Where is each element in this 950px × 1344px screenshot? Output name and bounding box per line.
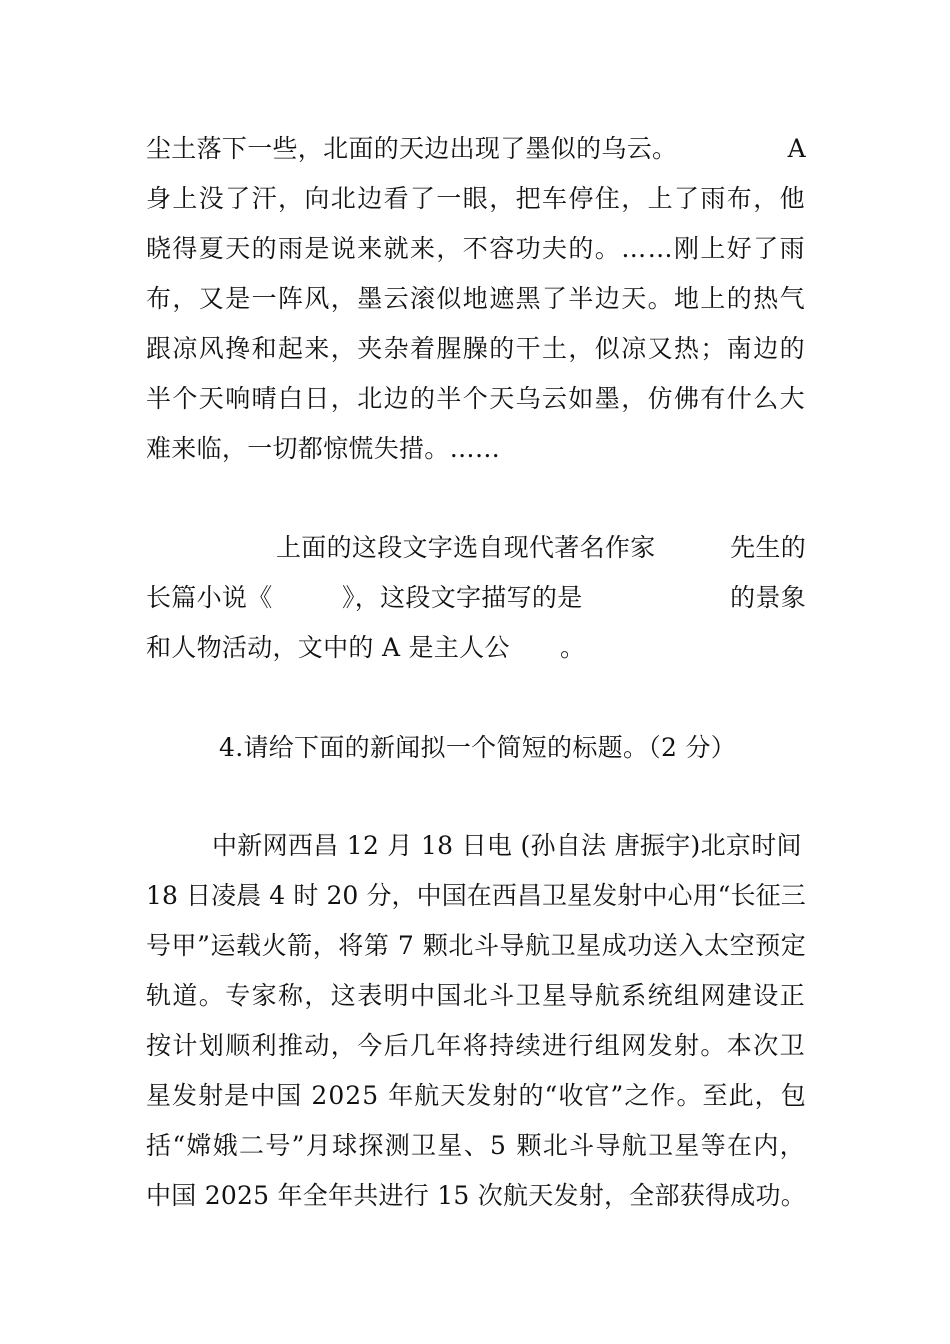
passage-line-1 bbox=[146, 132, 806, 166]
passage-line-3 bbox=[146, 232, 806, 266]
news-line-8-text: 中国 2025 年全年共进行 15 次航天发射，全部获得成功。 bbox=[146, 1181, 806, 1210]
passage-line-3-text: 晓得夏天的雨是说来就来，不容功夫的。……刚上好了雨 bbox=[146, 234, 806, 263]
passage-line-1-text: 尘土落下一些，北面的天边出现了墨似的乌云。 bbox=[146, 134, 678, 163]
passage-line-2-text: 身上没了汗，向北边看了一眼，把车停住，上了雨布，他 bbox=[146, 184, 806, 213]
news-line-4-text: 轨道。专家称，这表明中国北斗卫星导航系统组网建设正 bbox=[146, 981, 806, 1010]
news-line-5 bbox=[146, 1029, 806, 1063]
news-line-1-text: 中新网西昌 12 月 18 日电 (孙自法 唐振宇)北京时间 bbox=[212, 831, 802, 860]
question3-line-2 bbox=[146, 581, 806, 615]
news-line-7 bbox=[146, 1129, 806, 1163]
news-line-4 bbox=[146, 979, 806, 1013]
news-line-2 bbox=[146, 879, 806, 913]
question3-line-3 bbox=[146, 631, 806, 665]
news-line-5-text: 按计划顺利推动，今后几年将持续进行组网发射。本次卫 bbox=[146, 1031, 806, 1060]
news-line-8 bbox=[146, 1179, 806, 1213]
question3-line-1-text: 上面的这段文字选自现代著名作家 bbox=[276, 533, 656, 562]
news-line-1 bbox=[146, 829, 806, 863]
passage-line-4 bbox=[146, 282, 806, 316]
question4-prompt bbox=[146, 731, 806, 765]
passage-line-7 bbox=[146, 432, 806, 466]
passage-line-5-text: 跟凉风搀和起来，夹杂着腥臊的干土，似凉又热；南边的 bbox=[146, 334, 806, 363]
passage-line-7-text: 难来临，一切都惊慌失措。…… bbox=[146, 434, 501, 463]
passage-line-2 bbox=[146, 182, 806, 216]
question3-line-3-text: 和人物活动，文中的 A 是主人公 bbox=[146, 633, 510, 662]
question3-line-1 bbox=[146, 531, 806, 565]
question3-line-2-text: 长篇小说《 bbox=[146, 583, 273, 612]
news-line-6-text: 星发射是中国 2025 年航天发射的“收官”之作。至此，包 bbox=[146, 1081, 807, 1110]
question3-line-2-tail: 的景象 bbox=[730, 583, 806, 612]
news-line-3-text: 号甲”运载火箭，将第 7 颗北斗导航卫星成功送入太空预定 bbox=[146, 931, 807, 960]
question3-line-3-end: 。 bbox=[560, 633, 586, 662]
question3-line-1-tail: 先生的 bbox=[730, 533, 806, 562]
passage-line-5 bbox=[146, 332, 806, 366]
question4-prompt-text: 4.请给下面的新闻拟一个简短的标题。（2 分） bbox=[219, 733, 737, 762]
passage-line-6 bbox=[146, 382, 806, 416]
news-line-7-text: 括“嫦娥二号”月球探测卫星、5 颗北斗导航卫星等在内， bbox=[146, 1131, 806, 1160]
news-line-6 bbox=[146, 1079, 806, 1113]
news-line-3 bbox=[146, 929, 806, 963]
passage-line-6-text: 半个天响晴白日，北边的半个天乌云如墨，仿佛有什么大 bbox=[146, 384, 806, 413]
news-line-2-text: 18 日凌晨 4 时 20 分，中国在西昌卫星发射中心用“长征三 bbox=[146, 881, 806, 910]
question3-line-2-mid: 》，这段文字描写的是 bbox=[342, 583, 583, 612]
passage-line-1-marker: A bbox=[787, 134, 806, 163]
passage-line-4-text: 布，又是一阵风，墨云滚似地遮黑了半边天。地上的热气 bbox=[146, 284, 806, 313]
